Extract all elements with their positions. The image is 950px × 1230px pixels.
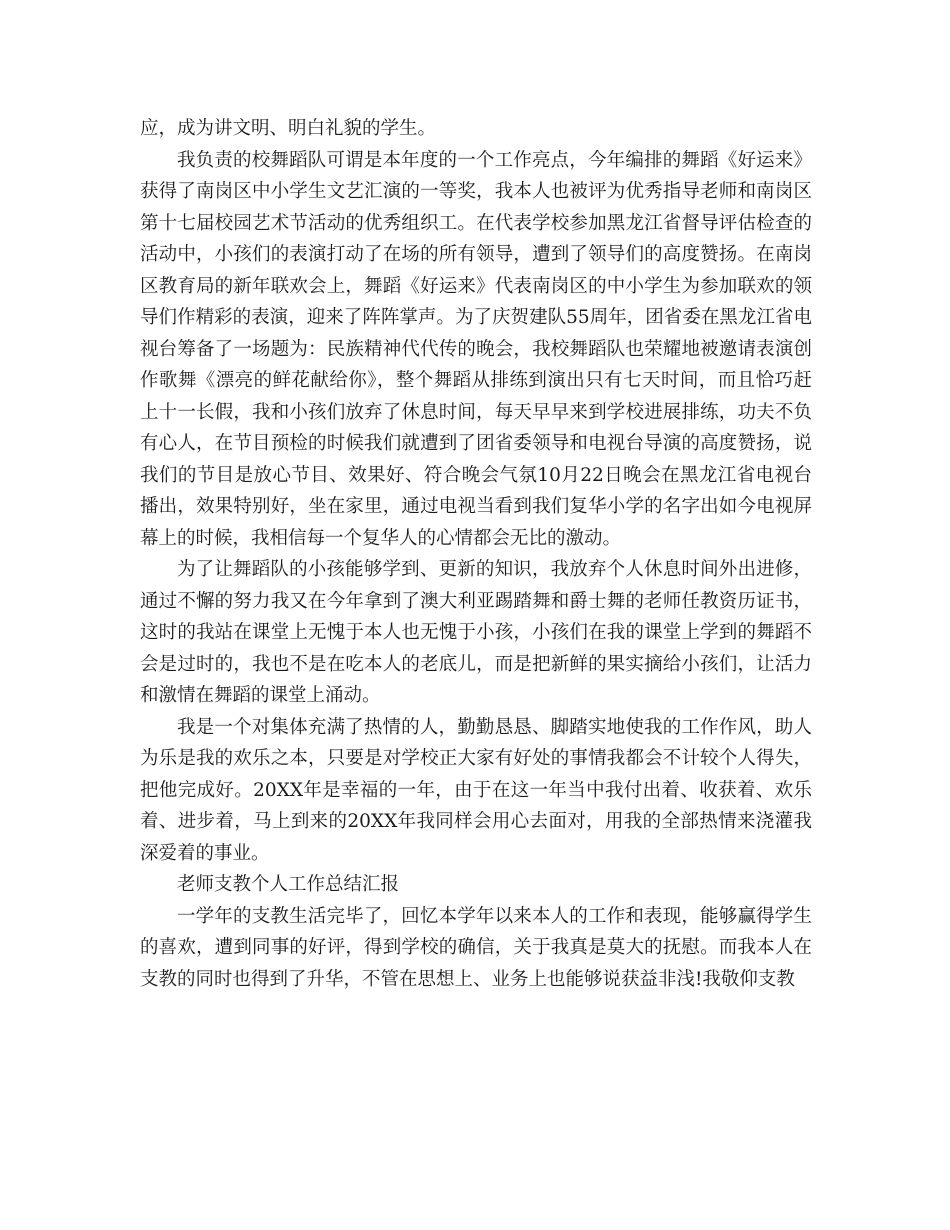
paragraph-4: 我是一个对集体充满了热情的人，勤勤恳恳、脚踏实地使我的工作作风，助人为乐是我的欢乐之本，只要是对学校正大家有好处的事情我都会不计较个人得失，把他完成好。20XX年是幸福的一年，由于在这一年当中我付出着、收获着、欢乐着、进步着，马上到来的20XX年我同样会用心去面对，用我的全部热情来浇灌我深爱着的事业。: [140, 716, 812, 864]
document-body: [140, 113, 812, 995]
paragraph-5: 一学年的支教生活完毕了，回忆本学年以来本人的工作和表现，能够赢得学生的喜欢，遭到同事的好评，得到学校的确信，关于我真是莫大的抚慰。而我本人在支教的同时也得到了升华，不管在思想上、业务上也能够说获益非浅!我敬仰支教: [140, 905, 812, 990]
paragraph-1: 应，成为讲文明、明白礼貌的学生。: [140, 118, 437, 139]
paragraph-3: 为了让舞蹈队的小孩能够学到、更新的知识，我放弃个人休息时间外出进修，通过不懈的努力我又在今年拿到了澳大利亚踢踏舞和爵士舞的老师任教资历证书，这时的我站在课堂上无愧于本人也无愧于小孩，小孩们在我的课堂上学到的舞蹈不会是过时的，我也不是在吃本人的老底儿，而是把新鲜的果实摘给小孩们，让活力和激情在舞蹈的课堂上涌动。: [140, 559, 812, 706]
section-heading: 老师支教个人工作总结汇报: [177, 874, 400, 895]
paragraph-2: 我负责的校舞蹈队可谓是本年度的一个工作亮点，今年编排的舞蹈《好运来》获得了南岗区中小学生文艺汇演的一等奖，我本人也被评为优秀指导老师和南岗区第十七届校园艺术节活动的优秀组织工。在代表学校参加黑龙江省督导评估检查的活动中，小孩们的表演打动了在场的所有领导，遭到了领导们的高度赞扬。在南岗区教育局的新年联欢会上，舞蹈《好运来》代表南岗区的中小学生为参加联欢的领导们作精彩的表演，迎来了阵阵掌声。为了庆贺建队55周年，团省委在黑龙江省电视台筹备了一场题为：民族精神代代传的晚会，我校舞蹈队也荣耀地被邀请表演创作歌舞《漂亮的鲜花献给你》，整个舞蹈从排练到演出只有七天时间，而且恰巧赶上十一长假，我和小孩们放弃了休息时间，每天早早来到学校进展排练，功夫不负有心人，在节目预检的时候我们就遭到了团省委领导和电视台导演的高度赞扬，说我们的节目是放心节目、效果好、符合晚会气氛10月22日晚会在黑龙江省电视台播出，效果特别好，坐在家里，通过电视当看到我们复华小学的名字出如今电视屏幕上的时候，我相信每一个复华人的心情都会无比的激动。: [140, 149, 812, 549]
